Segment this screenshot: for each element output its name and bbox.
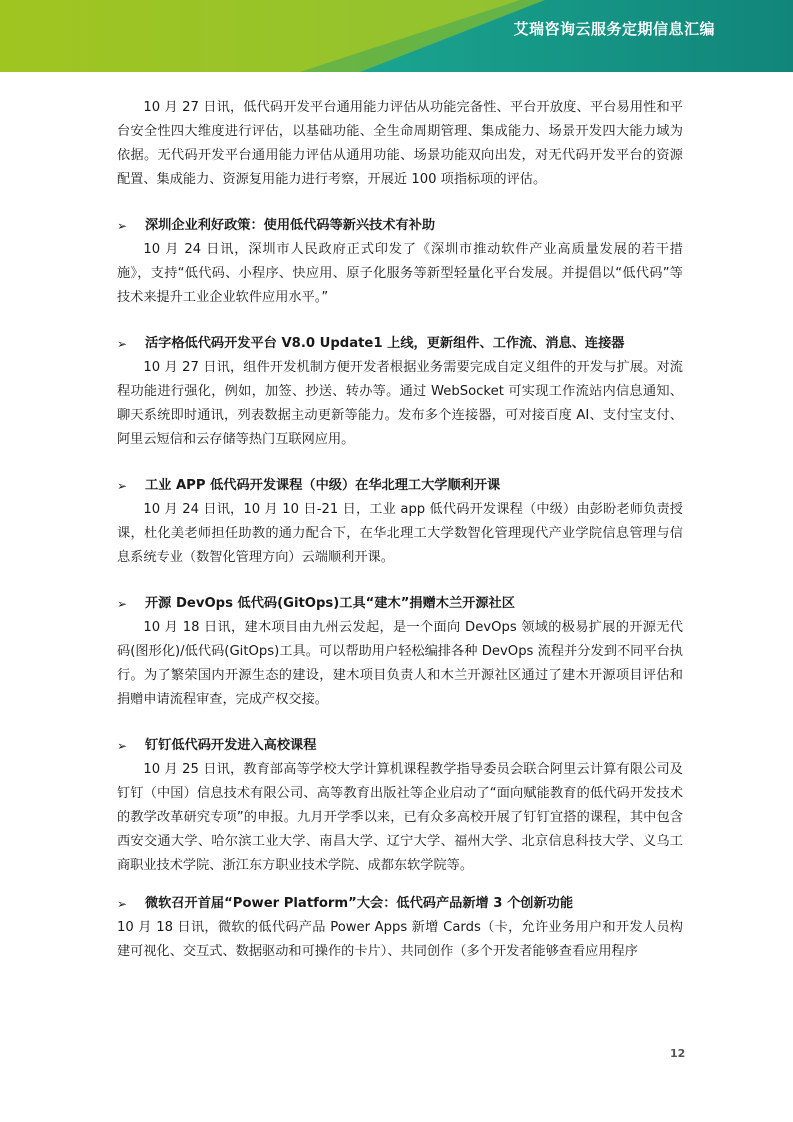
news-heading xyxy=(117,892,683,916)
news-body: 10 月 24 日讯，10 月 10 日-21 日，工业 app 低代码开发课程（中级）由彭盼老师负责授课，杜化美老师担任助教的通力配合下，在华北理工大学数智化管理现代产业学院信息管理与信息系统专业（数智化管理方向）云端顺利开课。 xyxy=(117,502,683,565)
news-heading-text: 深圳企业利好政策：使用低代码等新兴技术有补助 xyxy=(145,218,436,233)
news-item xyxy=(117,592,683,712)
news-heading xyxy=(117,734,683,758)
news-body: 10 月 18 日讯，建木项目由九州云发起，是一个面向 DevOps 领域的极易扩展的开源无代码(图形化)/低代码(GitOps)工具。可以帮助用户轻松编排各种 DevOps 流程并分发到不同平台执行。为了繁荣国内开源生态的建设，建木项目负责人和木兰开源社区通过了建木开源项目评估和捐赠申请流程审查，完成产权交接。 xyxy=(117,620,683,707)
news-heading-text: 微软召开首届“Power Platform”大会：低代码产品新增 3 个创新功能 xyxy=(145,896,574,911)
arrow-bullet-icon: ➢ xyxy=(117,337,128,351)
news-heading-text: 活字格低代码开发平台 V8.0 Update1 上线，更新组件、工作流、消息、连接器 xyxy=(145,336,625,351)
news-body: 10 月 18 日讯，微软的低代码产品 Power Apps 新增 Cards（卡，允许业务用户和开发人员构建可视化、交互式、数据驱动和可操作的卡片）、共同创作（多个开发者能够查看应用程序 xyxy=(117,920,683,959)
news-heading xyxy=(117,214,683,238)
news-item xyxy=(117,892,683,964)
news-heading xyxy=(117,592,683,616)
news-item xyxy=(117,332,683,452)
news-body: 10 月 25 日讯，教育部高等学校大学计算机课程教学指导委员会联合阿里云计算有限公司及钉钉（中国）信息技术有限公司、高等教育出版社等企业启动了“面向赋能教育的低代码开发技术的教学改革研究专项”的申报。九月开学季以来，已有众多高校开展了钉钉宜搭的课程，其中包含西安交通大学、哈尔滨工业大学、南昌大学、辽宁大学、福州大学、北京信息科技大学、义乌工商职业技术学院、浙江东方职业技术学院、成都东软学院等。 xyxy=(117,762,683,873)
arrow-bullet-icon: ➢ xyxy=(117,739,128,753)
page-number: 12 xyxy=(670,1047,686,1060)
news-body: 10 月 24 日讯，深圳市人民政府正式印发了《深圳市推动软件产业高质量发展的若干措施》，支持“低代码、小程序、快应用、原子化服务等新型轻量化平台发展。并提倡以“低代码”等技术来提升工业企业软件应用水平。” xyxy=(117,242,683,305)
news-item xyxy=(117,214,683,310)
news-body: 10 月 27 日讯，组件开发机制方便开发者根据业务需要完成自定义组件的开发与扩展。对流程功能进行强化，例如，加签、抄送、转办等。通过 WebSocket 可实现工作流站内信息通知、聊天系统即时通讯，列表数据主动更新等能力。发布多个连接器，可对接百度 AI、支付宝支付、阿里云短信和云存储等热门互联网应用。 xyxy=(117,360,683,447)
news-item xyxy=(117,474,683,570)
news-heading xyxy=(117,332,683,356)
arrow-bullet-icon: ➢ xyxy=(117,897,128,911)
arrow-bullet-icon: ➢ xyxy=(117,479,128,493)
intro-paragraph: 10 月 27 日讯，低代码开发平台通用能力评估从功能完备性、平台开放度、平台易用性和平台安全性四大维度进行评估，以基础功能、全生命周期管理、集成能力、场景开发四大能力域为依据。无代码开发平台通用能力评估从通用功能、场景功能双向出发，对无代码开发平台的资源配置、集成能力、资源复用能力进行考察，开展近 100 项指标项的评估。 xyxy=(117,100,683,187)
news-heading-text: 开源 DevOps 低代码(GitOps)工具“建木”捐赠木兰开源社区 xyxy=(145,596,515,611)
article-content xyxy=(117,96,683,964)
news-item xyxy=(117,734,683,878)
news-heading-text: 工业 APP 低代码开发课程（中级）在华北理工大学顺利开课 xyxy=(145,478,501,493)
arrow-bullet-icon: ➢ xyxy=(117,219,128,233)
news-heading-text: 钉钉低代码开发进入高校课程 xyxy=(145,738,317,753)
header-title: 艾瑞咨询云服务定期信息汇编 xyxy=(513,20,715,38)
arrow-bullet-icon: ➢ xyxy=(117,597,128,611)
news-heading xyxy=(117,474,683,498)
